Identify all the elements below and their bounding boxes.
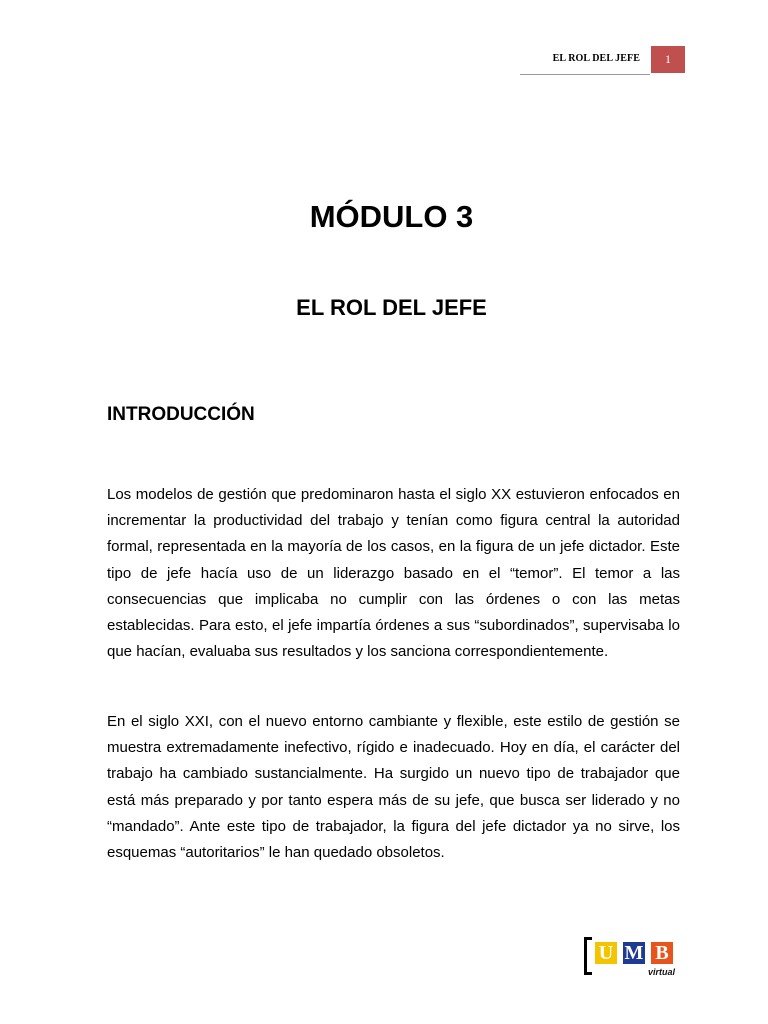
module-title: MÓDULO 3 xyxy=(309,199,474,234)
header-divider xyxy=(520,74,650,75)
page-header xyxy=(0,0,768,80)
section-heading-introduccion: INTRODUCCIÓN xyxy=(107,404,255,425)
document-subtitle: EL ROL DEL JEFE xyxy=(296,295,487,320)
logo-subtext: virtual xyxy=(648,967,676,977)
umb-virtual-logo xyxy=(584,935,684,983)
header-title: EL ROL DEL JEFE xyxy=(552,53,640,64)
logo-letter-u: U xyxy=(595,942,617,964)
body-paragraph: Los modelos de gestión que predominaron hasta el siglo XX estuvieron enfocados en incrementar la productividad del trabajo y tenían como figura central la autoridad formal, representada en la mayoría de los casos, en la figura de un jefe dictador. Este tipo de jefe hacía uso de un liderazgo basado en el “temor”. El temor a las consecuencias que implicaba no cumplir con las órdenes o con las metas establecidas. Para esto, el jefe impartía órdenes a sus “subordinados”, supervisaba lo que hacían, evaluaba sus resultados y los sanciona correspondientemente. xyxy=(107,486,680,661)
body-paragraph: En el siglo XXI, con el nuevo entorno cambiante y flexible, este estilo de gestión se muestra extremadamente inefectivo, rígido e inadecuado. Hoy en día, el carácter del trabajo ha cambiado sustancialmente. Ha surgido un nuevo tipo de trabajador que está más preparado y por tanto espera más de su jefe, que busca ser liderado y no “mandado”. Ante este tipo de trabajador, la figura del jefe dictador ya no sirve, los esquemas “autoritarios” le han quedado obsoletos. xyxy=(107,713,680,862)
logo-letter-b: B xyxy=(651,942,673,964)
logo-bracket-icon xyxy=(584,937,592,975)
logo-letter-m: M xyxy=(624,942,644,964)
page-number: 1 xyxy=(651,46,685,73)
